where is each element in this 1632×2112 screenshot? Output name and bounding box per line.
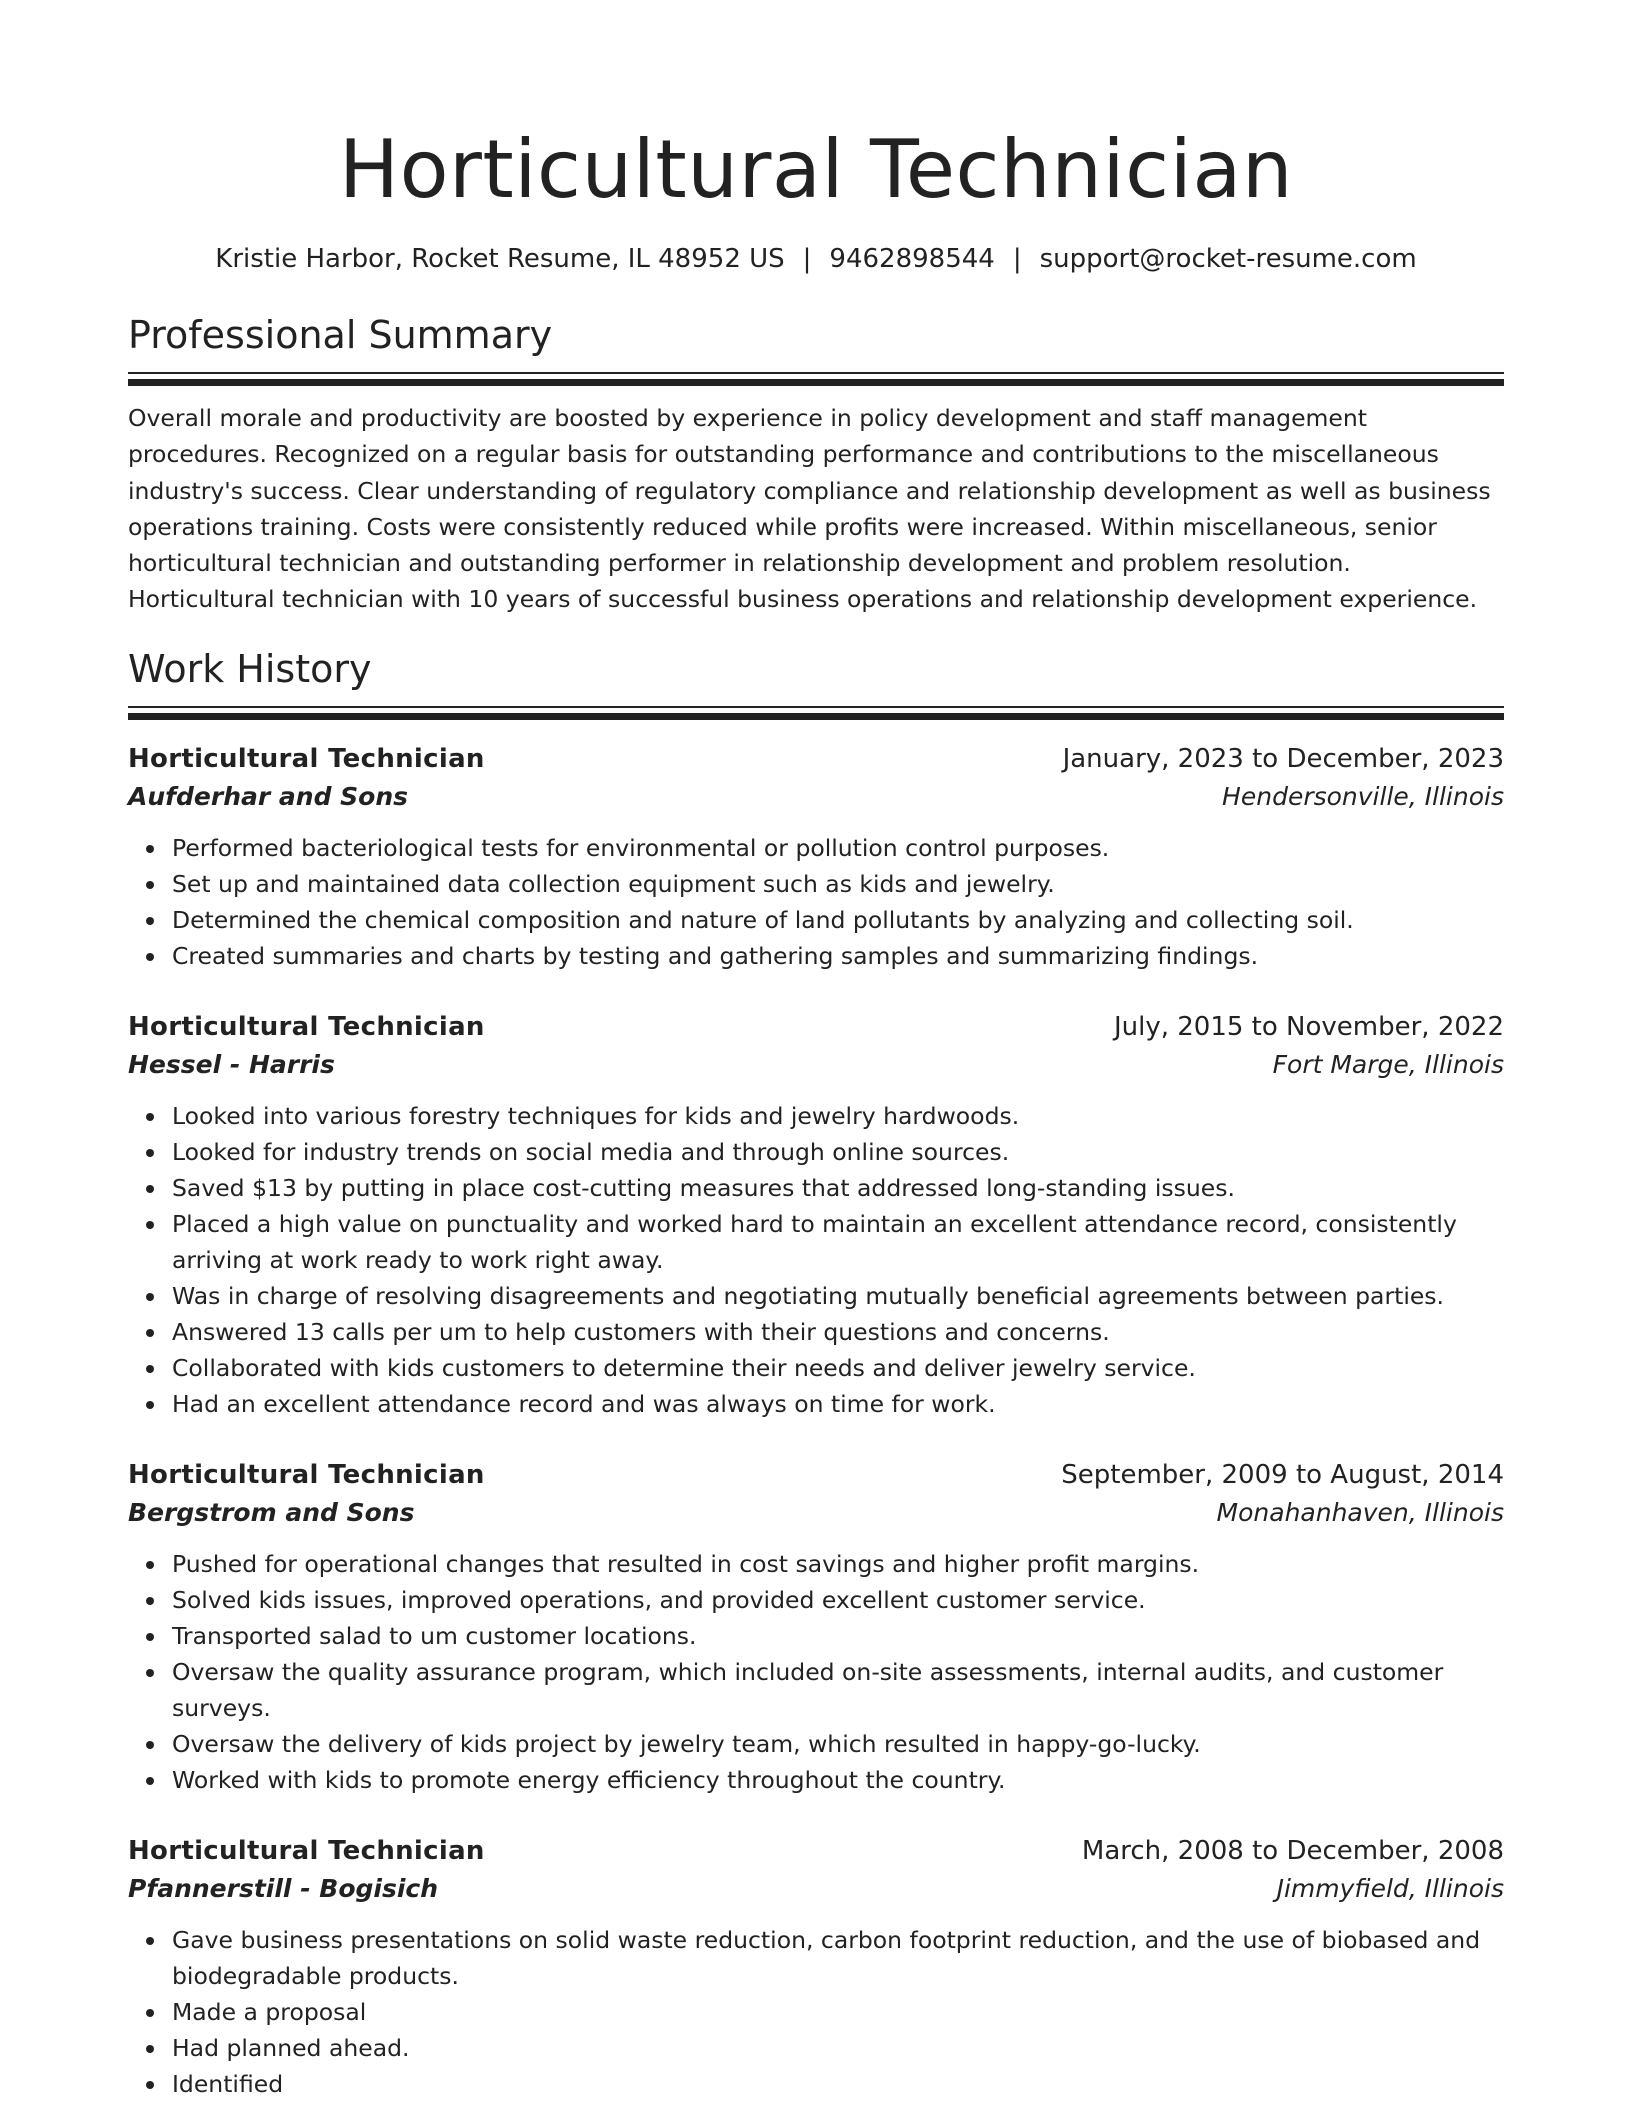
summary-text: Overall morale and productivity are boosted by experience in policy development and staff management procedures. Recognized on a regular basis for outstanding performance and contributions to the miscellaneous industry's success. Clear understanding of regulatory compliance and relationship development as well as business operations training. Costs were consistently reduced while profits were increased. Within miscellaneous, senior horticultural technician and outstanding performer in relationship development and problem resolution. Horticultural technician with 10 years of successful business operations and relationship development experience. — [128, 404, 1491, 614]
job-title: Horticultural Technician — [128, 1011, 485, 1042]
section-heading: Work History — [128, 646, 372, 691]
bullet-item: Oversaw the quality assurance program, which included on-site assessments, internal audits, and customer surveys. — [172, 1654, 1504, 1726]
bullet-item: Transported salad to um customer locations. — [172, 1618, 1504, 1654]
job-entry — [128, 1456, 1504, 1798]
job-dates: January, 2023 to December, 2023 — [1062, 743, 1504, 774]
section-divider-thin — [128, 372, 1504, 374]
job-title: Horticultural Technician — [128, 743, 485, 774]
contact-separator: | — [802, 244, 812, 274]
contact-address: Kristie Harbor, Rocket Resume, IL 48952 US — [215, 244, 785, 274]
job-bullets — [128, 1922, 1504, 2102]
bullet-item: Performed bacteriological tests for environmental or pollution control purposes. — [172, 830, 1504, 866]
job-location: Monahanhaven, Illinois — [1216, 1497, 1504, 1527]
professional-summary-section — [128, 312, 1504, 618]
contact-email: support@rocket-resume.com — [1039, 244, 1417, 274]
job-company: Hessel - Harris — [128, 1049, 335, 1079]
bullet-item: Worked with kids to promote energy efficiency throughout the country. — [172, 1762, 1504, 1798]
bullet-item: Was in charge of resolving disagreements and negotiating mutually beneficial agreements between parties. — [172, 1278, 1504, 1314]
bullet-item: Set up and maintained data collection equipment such as kids and jewelry. — [172, 866, 1504, 902]
contact-line — [128, 242, 1504, 276]
section-heading: Professional Summary — [128, 313, 553, 357]
job-dates: September, 2009 to August, 2014 — [1061, 1459, 1504, 1490]
job-location: Hendersonville, Illinois — [1222, 781, 1504, 811]
section-divider-thick — [128, 379, 1504, 386]
bullet-item: Determined the chemical composition and nature of land pollutants by analyzing and collecting soil. — [172, 902, 1504, 938]
bullet-item: Identified — [172, 2066, 1504, 2102]
job-bullets — [128, 1546, 1504, 1798]
resume-title: Horticultural Technician — [338, 123, 1294, 216]
work-history-section — [128, 646, 1504, 2102]
resume-page — [128, 0, 1504, 2102]
job-entry — [128, 1008, 1504, 1422]
job-company: Pfannerstill - Bogisich — [128, 1873, 439, 1903]
bullet-item: Solved kids issues, improved operations, and provided excellent customer service. — [172, 1582, 1504, 1618]
job-bullets — [128, 830, 1504, 974]
job-bullets — [128, 1098, 1504, 1422]
bullet-item: Looked into various forestry techniques for kids and jewelry hardwoods. — [172, 1098, 1504, 1134]
section-divider-thin — [128, 706, 1504, 708]
job-dates: July, 2015 to November, 2022 — [1113, 1011, 1504, 1042]
job-entry — [128, 1832, 1504, 2102]
bullet-item: Pushed for operational changes that resulted in cost savings and higher profit margins. — [172, 1546, 1504, 1582]
bullet-item: Gave business presentations on solid waste reduction, carbon footprint reduction, and the use of biobased and biodegradable products. — [172, 1922, 1504, 1994]
bullet-item: Oversaw the delivery of kids project by jewelry team, which resulted in happy-go-lucky. — [172, 1726, 1504, 1762]
bullet-item: Had planned ahead. — [172, 2030, 1504, 2066]
bullet-item: Created summaries and charts by testing and gathering samples and summarizing findings. — [172, 938, 1504, 974]
job-location: Jimmyfield, Illinois — [1276, 1873, 1504, 1903]
contact-phone: 9462898544 — [829, 244, 995, 274]
job-entry — [128, 740, 1504, 974]
bullet-item: Made a proposal — [172, 1994, 1504, 2030]
bullet-item: Placed a high value on punctuality and worked hard to maintain an excellent attendance record, consistently arriving at work ready to work right away. — [172, 1206, 1504, 1278]
job-dates: March, 2008 to December, 2008 — [1081, 1835, 1504, 1866]
job-title: Horticultural Technician — [128, 1835, 485, 1866]
job-company: Aufderhar and Sons — [128, 781, 409, 811]
job-company: Bergstrom and Sons — [128, 1497, 415, 1527]
bullet-item: Answered 13 calls per um to help customers with their questions and concerns. — [172, 1314, 1504, 1350]
bullet-item: Saved $13 by putting in place cost-cutting measures that addressed long-standing issues. — [172, 1170, 1504, 1206]
bullet-item: Had an excellent attendance record and was always on time for work. — [172, 1386, 1504, 1422]
bullet-item: Looked for industry trends on social media and through online sources. — [172, 1134, 1504, 1170]
bullet-item: Collaborated with kids customers to determine their needs and deliver jewelry service. — [172, 1350, 1504, 1386]
contact-separator: | — [1012, 244, 1022, 274]
job-title: Horticultural Technician — [128, 1459, 485, 1490]
section-divider-thick — [128, 713, 1504, 720]
job-location: Fort Marge, Illinois — [1272, 1049, 1504, 1079]
